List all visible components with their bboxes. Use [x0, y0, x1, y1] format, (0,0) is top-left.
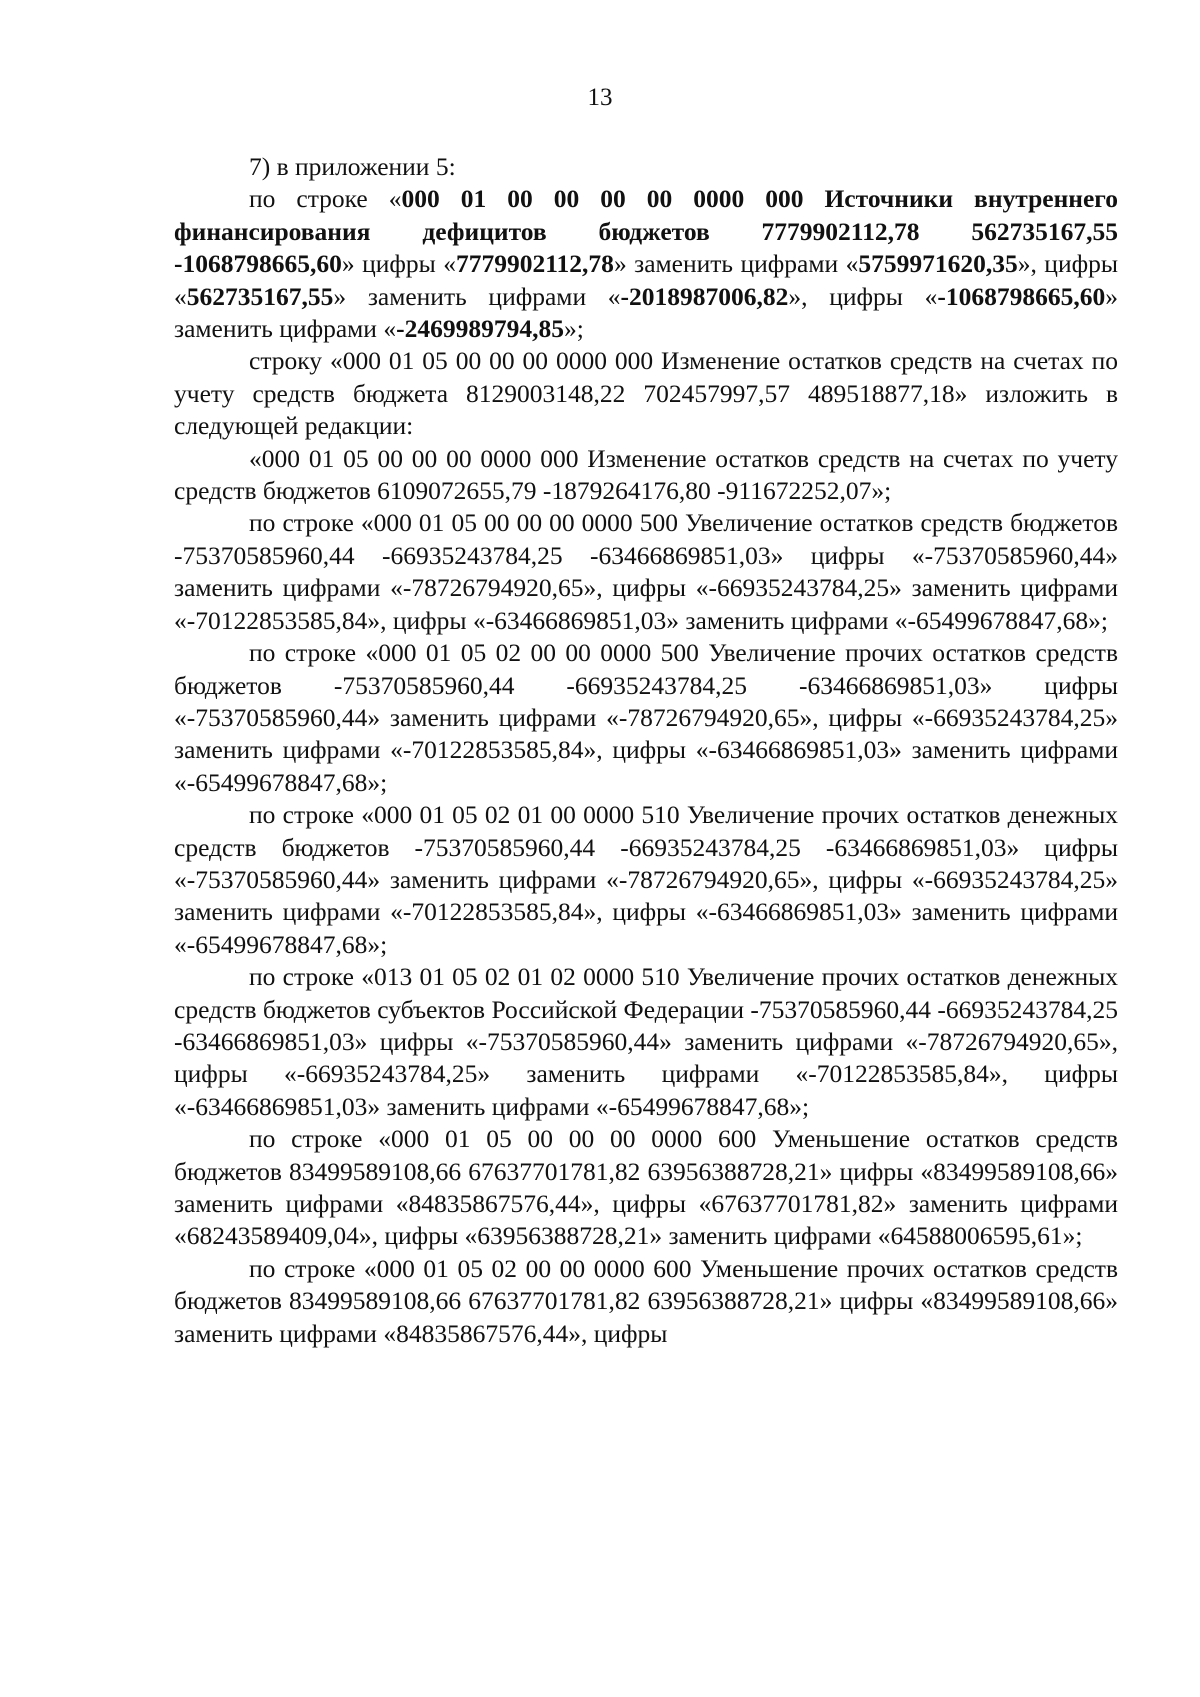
paragraph-increase-subjects-balances: по строке «013 01 05 02 01 02 0000 510 Увеличение прочих остатков денежных средств бюджетов субъектов Российской Федерации -75370585960,44 -66935243784,25 -63466869851,03» цифры «-75370585960,44» заменить цифрами «-78726794920,65», цифры «-66935243784,25» заменить цифрами «-70122853585,84», цифры «-63466869851,03» заменить цифрами «-65499678847,68»;	[174, 962, 1118, 1121]
bold-fragment: 7779902112,78	[455, 249, 614, 279]
bold-fragment: -2018987006,82	[620, 281, 789, 311]
paragraph-increase-other-balances: по строке «000 01 05 02 00 00 0000 500 Увеличение прочих остатков средств бюджетов -75370585960,44 -66935243784,25 -63466869851,03» цифры «-75370585960,44» заменить цифрами «-78726794920,65», цифры «-66935243784,25» заменить цифрами «-70122853585,84», цифры «-63466869851,03» заменить цифрами «-65499678847,68»;	[174, 638, 1118, 797]
text-fragment: », цифры «	[788, 281, 938, 311]
paragraph-increase-other-cash-balances: по строке «000 01 05 02 01 00 0000 510 Увеличение прочих остатков денежных средств бюджетов -75370585960,44 -66935243784,25 -63466869851,03» цифры «-75370585960,44» заменить цифрами «-78726794920,65», цифры «-66935243784,25» заменить цифрами «-70122853585,84», цифры «-63466869851,03» заменить цифрами «-65499678847,68»;	[174, 800, 1118, 959]
text-fragment: » заменить цифрами «	[174, 281, 1118, 344]
document-body	[174, 151, 1118, 1350]
paragraph-decrease-other-balances: по строке «000 01 05 02 00 00 0000 600 Уменьшение прочих остатков средств бюджетов 83499589108,66 67637701781,82 63956388728,21» цифры «83499589108,66» заменить цифрами «84835867576,44», цифры	[174, 1253, 1118, 1348]
page-number: 13	[587, 84, 613, 111]
text-fragment: »;	[563, 314, 584, 344]
bold-fragment: -1068798665,60	[937, 281, 1106, 311]
bold-fragment: 562735167,55	[186, 281, 334, 311]
text-fragment: по строке «	[249, 184, 402, 214]
text-fragment: », цифры «	[174, 249, 1119, 311]
paragraph-item-7: 7) в приложении 5:	[249, 152, 456, 181]
text-fragment: » заменить цифрами «	[613, 249, 859, 279]
paragraph-sources-financing	[174, 183, 1118, 345]
paragraph-decrease-balances: по строке «000 01 05 00 00 00 0000 600 Уменьшение остатков средств бюджетов 83499589108,66 67637701781,82 63956388728,21» цифры «83499589108,66» заменить цифрами «84835867576,44», цифры «67637701781,82» заменить цифрами «68243589409,04», цифры «63956388728,21» заменить цифрами «64588006595,61»;	[174, 1124, 1118, 1251]
paragraph-balance-change: строку «000 01 05 00 00 00 0000 000 Изменение остатков средств на счетах по учету средств бюджета 8129003148,22 702457997,57 489518877,18» изложить в следующей редакции:	[174, 346, 1118, 441]
text-fragment: » заменить цифрами «	[333, 281, 621, 311]
text-fragment: » цифры «	[341, 249, 456, 279]
bold-fragment: -2469989794,85	[396, 314, 564, 344]
paragraph-increase-balances: по строке «000 01 05 00 00 00 0000 500 Увеличение остатков средств бюджетов -75370585960,44 -66935243784,25 -63466869851,03» цифры «-75370585960,44» заменить цифрами «-78726794920,65», цифры «-66935243784,25» заменить цифрами «-70122853585,84», цифры «-63466869851,03» заменить цифрами «-65499678847,68»;	[174, 508, 1118, 635]
bold-fragment: 5759971620,35	[858, 249, 1018, 279]
bold-fragment: 000 01 00 00 00 00 0000 000 Источники внутреннего финансирования дефицитов бюджетов 7779902112,78 562735167,55 -1068798665,60	[174, 184, 1119, 279]
paragraph-new-edition: «000 01 05 00 00 00 0000 000 Изменение остатков средств на счетах по учету средств бюджетов 6109072655,79 -1879264176,80 -911672252,07»;	[174, 443, 1118, 506]
